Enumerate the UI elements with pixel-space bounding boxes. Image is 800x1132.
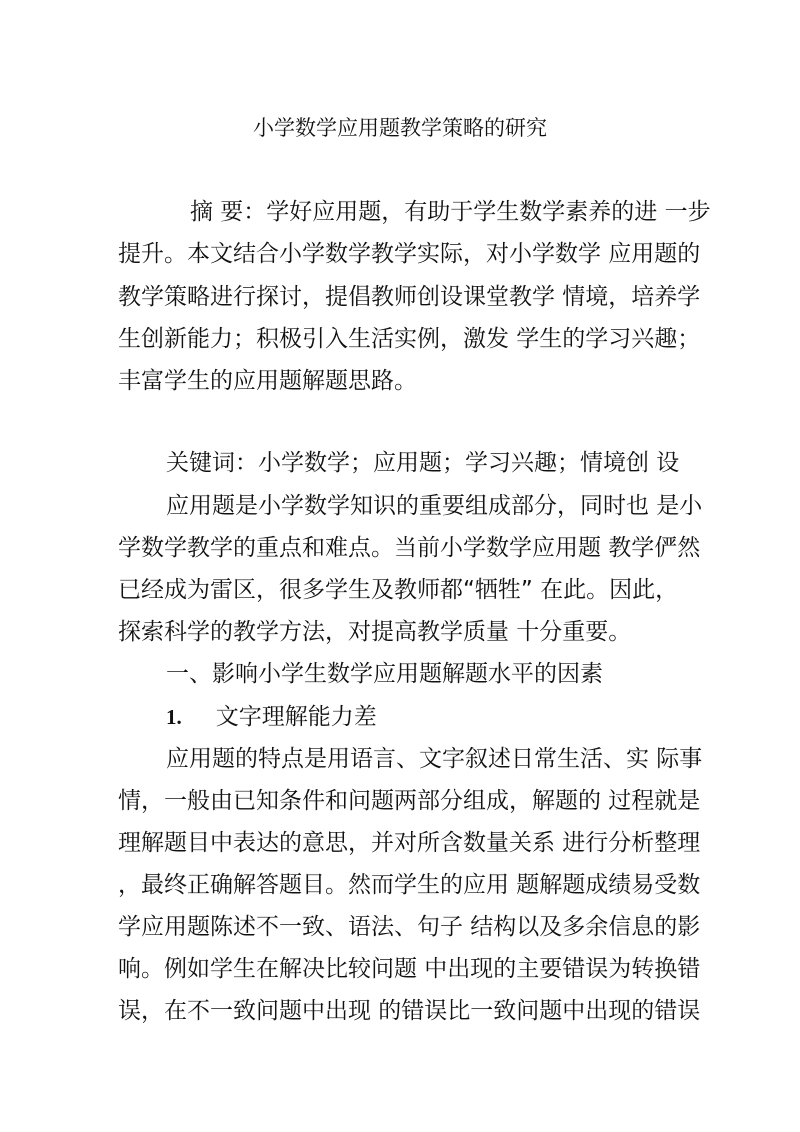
abstract-line: 摘 要：学好应用题，有助于学生数学素养的进 一步 bbox=[190, 199, 711, 225]
intro-line: 学数学教学的重点和难点。当前小学数学应用题 教学俨然 bbox=[118, 535, 701, 561]
intro-line: 已经成为雷区，很多学生及教师都“牺牲” 在此。因此， bbox=[118, 577, 679, 603]
keywords-line: 关键词：小学数学；应用题；学习兴趣；情境创 设 bbox=[166, 450, 680, 476]
body-line: 理解题目中表达的意思，并对所含数量关系 进行分析整理 bbox=[118, 830, 701, 856]
abstract-line: 生创新能力；积极引入生活实例，激发 学生的学习兴趣； bbox=[118, 326, 701, 352]
body-line: 学应用题陈述不一致、语法、句子 结构以及多余信息的影 bbox=[118, 914, 701, 940]
body-line: 响。例如学生在解决比较问题 中出现的主要错误为转换错 bbox=[118, 956, 701, 982]
subsection-number: 1. bbox=[166, 705, 182, 729]
body-line: 情，一般由已知条件和问题两部分组成，解题的 过程就是 bbox=[118, 788, 701, 814]
document-title: 小学数学应用题教学策略的研究 bbox=[253, 116, 547, 140]
intro-line: 应用题是小学数学知识的重要组成部分，同时也 是小 bbox=[166, 493, 703, 519]
subsection-heading bbox=[166, 700, 736, 734]
abstract-line: 提升。本文结合小学数学教学实际，对小学数学 应用题的 bbox=[118, 241, 701, 267]
subsection-title: 文字理解能力差 bbox=[215, 704, 377, 730]
section-heading: 一、影响小学生数学应用题解题水平的因素 bbox=[166, 661, 603, 687]
intro-line: 探索科学的教学方法，对提高教学质量 十分重要。 bbox=[118, 619, 632, 645]
body-line: 应用题的特点是用语言、文字叙述日常生活、实 际事 bbox=[166, 746, 703, 772]
abstract-line: 丰富学生的应用题解题思路。 bbox=[118, 368, 417, 394]
body-line: 误，在不一致问题中出现 的错误比一致问题中出现的错误 bbox=[118, 998, 701, 1024]
body-line: ，最终正确解答题目。然而学生的应用 题解题成绩易受数 bbox=[118, 872, 701, 898]
abstract-line: 教学策略进行探讨，提倡教师创设课堂教学 情境，培养学 bbox=[118, 284, 701, 310]
